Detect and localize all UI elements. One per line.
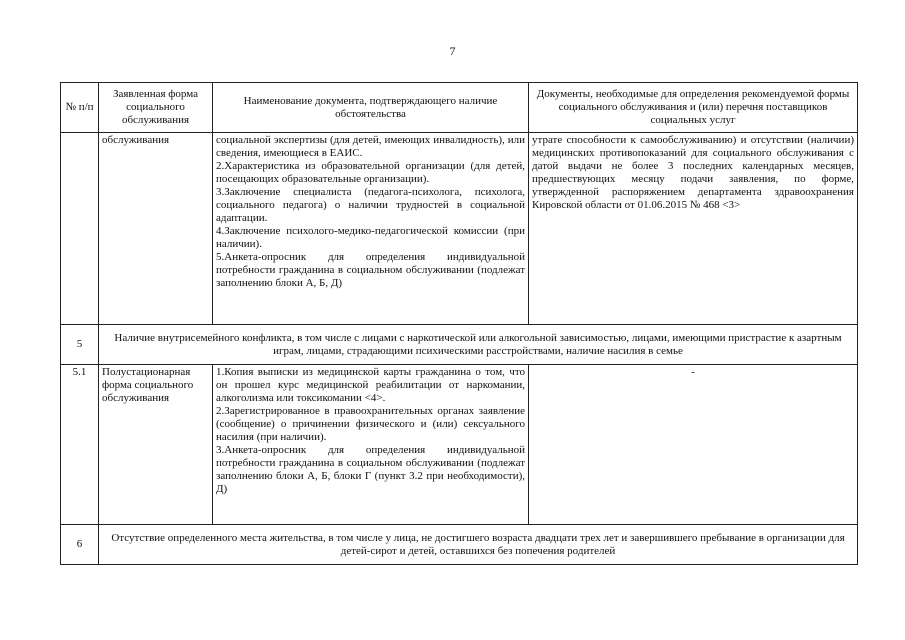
row-documents-cell <box>213 365 529 525</box>
page-number: 7 <box>449 44 456 58</box>
row-required-cell: утрате способности к самообслуживанию) и отсутствии (наличии) медицинских противопоказаний для социального обслуживания с датой выдачи не более 3 последних календарных месяцев, предшествующих месяцу подачи заявления, по форме, утвержденной распоряжением департамента здравоохранения Кировской области от 01.06.2015 № 468 <3> <box>529 133 858 325</box>
header-number: № п/п <box>61 83 99 133</box>
row-form-cell: Полустационарная форма социального обслуживания <box>99 365 213 525</box>
header-document-name: Наименование документа, подтверждающего наличие обстоятельства <box>213 83 529 133</box>
document-item: 2.Характеристика из образовательной организации (для детей, посещающих образовательные организации). <box>216 160 525 185</box>
document-item: 2.Зарегистрированное в правоохранительных органах заявление (сообщение) о причинении физического и (или) сексуального насилия (при наличии). <box>216 405 525 443</box>
table-row <box>61 133 858 325</box>
section-title: Наличие внутрисемейного конфликта, в том числе с лицами с наркотической или алкогольной зависимостью, лицами, имеющими пристрастие к азартным играм, лицами, страдающими психическими расстройствами, наличие насилия в семье <box>99 325 858 365</box>
services-table <box>60 82 858 565</box>
section-row-5 <box>61 325 858 365</box>
document-item: 3.Заключение специалиста (педагога-психолога, психолога, социального педагога) о наличии трудностей в социальной адаптации. <box>216 186 525 224</box>
row-number-cell: 6 <box>61 525 99 565</box>
row-number-cell <box>61 133 99 325</box>
document-item: 1.Копия выписки из медицинской карты гражданина о том, что он прошел курс медицинской реабилитации от наркомании, алкоголизма или токсикомании <4>. <box>216 366 525 404</box>
row-number-cell: 5 <box>61 325 99 365</box>
section-title: Отсутствие определенного места жительства, в том числе у лица, не достигшего возраста двадцати трех лет и завершившего пребывание в организации для детей-сирот и детей, оставшихся без попечения родителей <box>99 525 858 565</box>
document-item: социальной экспертизы (для детей, имеющих инвалидность), или сведения, имеющиеся в ЕАИС. <box>216 134 525 159</box>
header-required-documents: Документы, необходимые для определения рекомендуемой формы социального обслуживания и (или) перечня поставщиков социальных услуг <box>529 83 858 133</box>
row-documents-cell <box>213 133 529 325</box>
document-item: 3.Анкета-опросник для определения индивидуальной потребности гражданина в социальном обслуживании (подлежат заполнению блоки А, Б, блоки Г (пункт 3.2 при необходимости), Д) <box>216 444 525 495</box>
row-required-cell: - <box>529 365 858 525</box>
document-item: 5.Анкета-опросник для определения индивидуальной потребности гражданина в социальном обслуживании (подлежат заполнению блоки А, Б, Д) <box>216 251 525 289</box>
document-item: 4.Заключение психолого-медико-педагогической комиссии (при наличии). <box>216 225 525 250</box>
table-header-row <box>61 83 858 133</box>
section-row-6 <box>61 525 858 565</box>
row-number-cell: 5.1 <box>61 365 99 525</box>
row-form-cell: обслуживания <box>99 133 213 325</box>
table-row <box>61 365 858 525</box>
header-form: Заявленная форма социального обслуживания <box>99 83 213 133</box>
